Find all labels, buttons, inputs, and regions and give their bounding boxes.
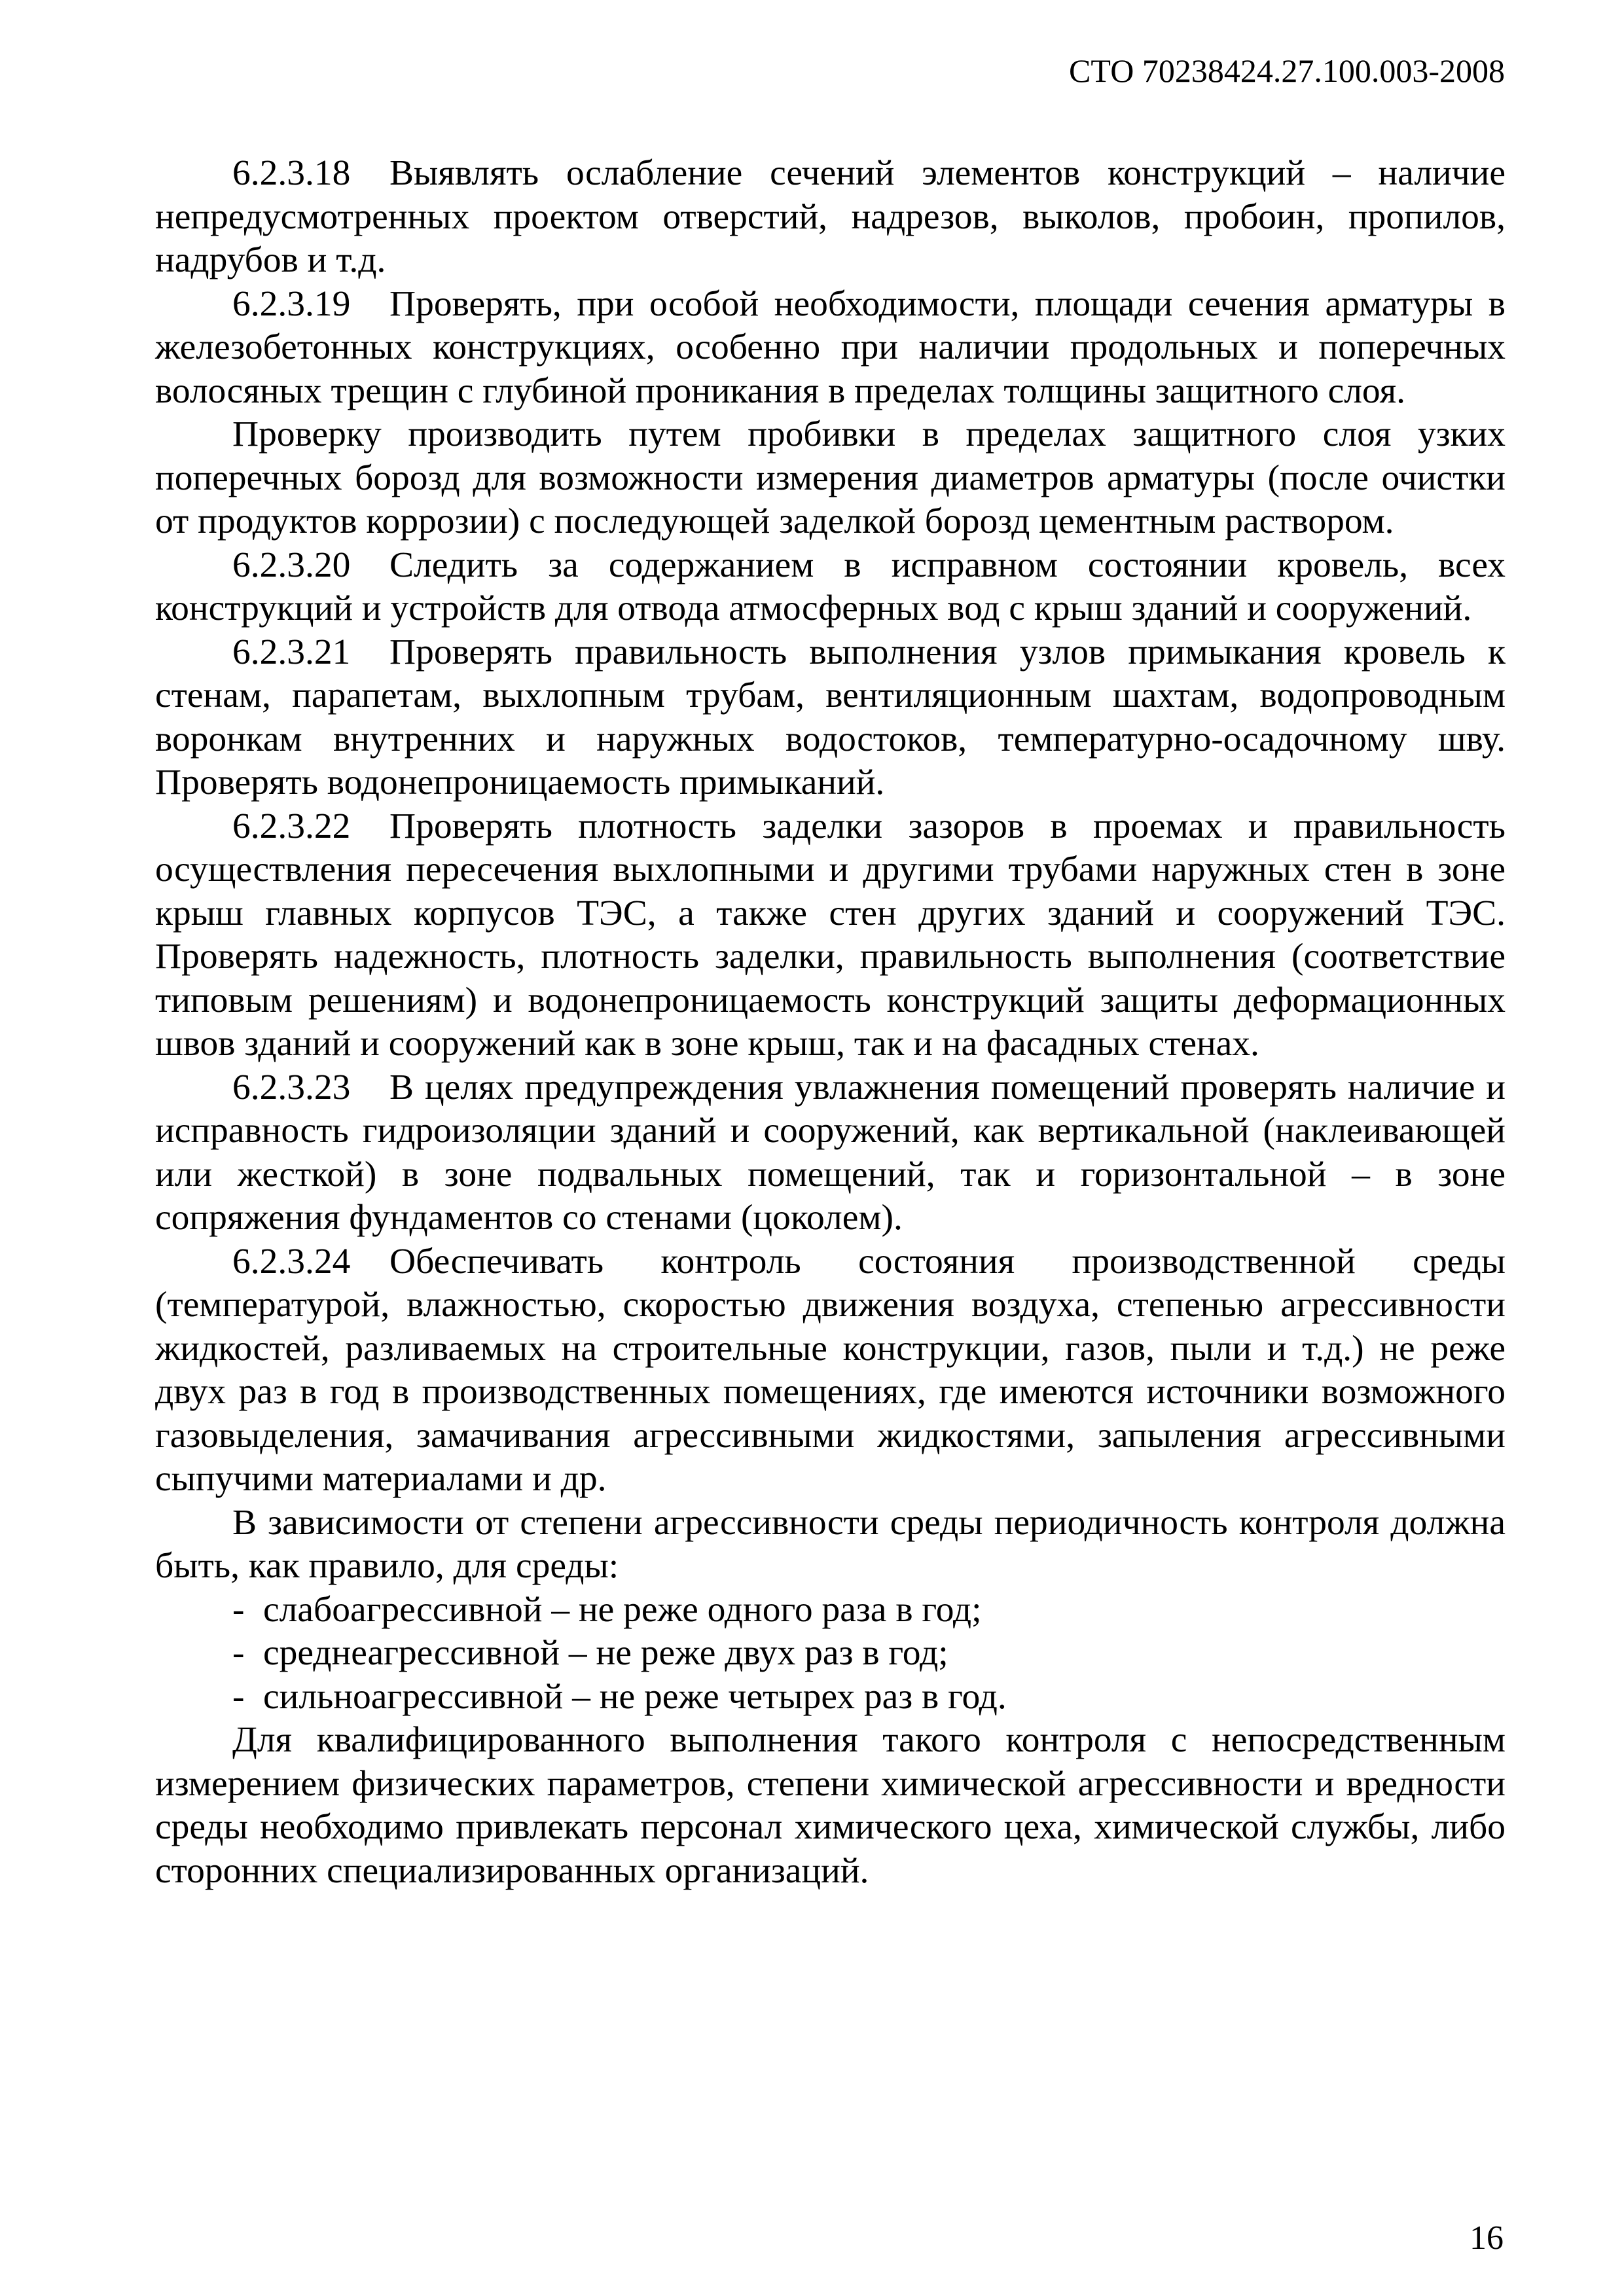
- paragraph-text: Следить за содержанием в исправном состоянии кровель, всех конструкций и устройств для отвода атмосферных вод с крыш зданий и сооружений.: [155, 545, 1506, 628]
- page-number: 16: [1470, 2219, 1504, 2257]
- document-code-header: СТО 70238424.27.100.003-2008: [1069, 52, 1505, 89]
- list-item-text: слабоагрессивной – не реже одного раза в год;: [263, 1589, 982, 1630]
- clause-number: 6.2.3.23: [232, 1067, 351, 1107]
- clause-number: 6.2.3.20: [232, 545, 351, 585]
- paragraph-6-2-3-22: [155, 805, 1506, 1066]
- paragraph-6-2-3-24: [155, 1240, 1506, 1501]
- paragraph-control-frequency: [155, 1501, 1506, 1588]
- clause-number: 6.2.3.22: [232, 806, 351, 846]
- clause-number: 6.2.3.21: [232, 632, 351, 672]
- list-dash: -: [232, 1589, 245, 1630]
- document-body: [155, 152, 1506, 1893]
- list-dash: -: [232, 1633, 245, 1673]
- paragraph-6-2-3-21: [155, 631, 1506, 805]
- list-item-text: сильноагрессивной – не реже четырех раз в год.: [263, 1676, 1007, 1717]
- paragraph-6-2-3-20: [155, 544, 1506, 631]
- list-dash: -: [232, 1676, 245, 1717]
- clause-number: 6.2.3.18: [232, 153, 351, 193]
- list-item: [232, 1588, 1506, 1632]
- paragraph-inspection-method: [155, 413, 1506, 544]
- paragraph-6-2-3-19: [155, 283, 1506, 414]
- paragraph-6-2-3-23: [155, 1066, 1506, 1240]
- paragraph-text: Проверять плотность заделки зазоров в проемах и правильность осуществления пересечения выхлопными и другими трубами наружных стен в зоне крыш главных корпусов ТЭС, а также стен других зданий и сооружений ТЭС. Проверять надежность, плотность заделки, правильность выполнения (соответствие типовым решениям) и водонепроницаемость конструкций защиты деформационных швов зданий и сооружений как в зоне крыш, так и на фасадных стенах.: [155, 806, 1506, 1064]
- paragraph-text: Проверку производить путем пробивки в пределах защитного слоя узких поперечных борозд для возможности измерения диаметров арматуры (после очистки от продуктов коррозии) с последующей заделкой борозд цементным раствором.: [155, 414, 1506, 541]
- list-item: [232, 1632, 1506, 1676]
- paragraph-text: Обеспечивать контроль состояния производственной среды (температурой, влажностью, скоростью движения воздуха, степенью агрессивности жидкостей, разливаемых на строительные конструкции, газов, пыли и т.д.) не реже двух раз в год в производственных помещениях, где имеются источники возможного газовыделения, замачивания агрессивными жидкостями, запыления агрессивными сыпучими материалами и др.: [155, 1241, 1506, 1499]
- clause-number: 6.2.3.24: [232, 1241, 351, 1282]
- paragraph-text: Проверять правильность выполнения узлов примыкания кровель к стенам, парапетам, выхлопным трубам, вентиляционным шахтам, водопроводным воронкам внутренних и наружных водостоков, температурно-осадочному шву. Проверять водонепроницаемость примыканий.: [155, 632, 1506, 802]
- paragraph-text: В целях предупреждения увлажнения помещений проверять наличие и исправность гидроизоляции зданий и сооружений, как вертикальной (наклеивающей или жесткой) в зоне подвальных помещений, так и горизонтальной – в зоне сопряжения фундаментов со стенами (цоколем).: [155, 1067, 1506, 1238]
- paragraph-text: Проверять, при особой необходимости, площади сечения арматуры в железобетонных конструкциях, особенно при наличии продольных и поперечных волосяных трещин с глубиной проникания в пределах толщины защитного слоя.: [155, 283, 1506, 411]
- paragraph-6-2-3-18: [155, 152, 1506, 283]
- paragraph-text: В зависимости от степени агрессивности среды периодичность контроля должна быть, как правило, для среды:: [155, 1502, 1506, 1586]
- paragraph-text: Для квалифицированного выполнения такого контроля с непосредственным измерением физических параметров, степени химической агрессивности и вредности среды необходимо привлекать персонал химического цеха, химической службы, либо сторонних специализированных организаций.: [155, 1720, 1506, 1891]
- paragraph-text: Выявлять ослабление сечений элементов конструкций – наличие непредусмотренных проектом отверстий, надрезов, выколов, пробоин, пропилов, надрубов и т.д.: [155, 153, 1506, 280]
- frequency-list: [155, 1588, 1506, 1719]
- list-item: [232, 1676, 1506, 1719]
- list-item-text: среднеагрессивной – не реже двух раз в год;: [263, 1633, 948, 1673]
- paragraph-qualified-control: [155, 1719, 1506, 1893]
- clause-number: 6.2.3.19: [232, 283, 351, 324]
